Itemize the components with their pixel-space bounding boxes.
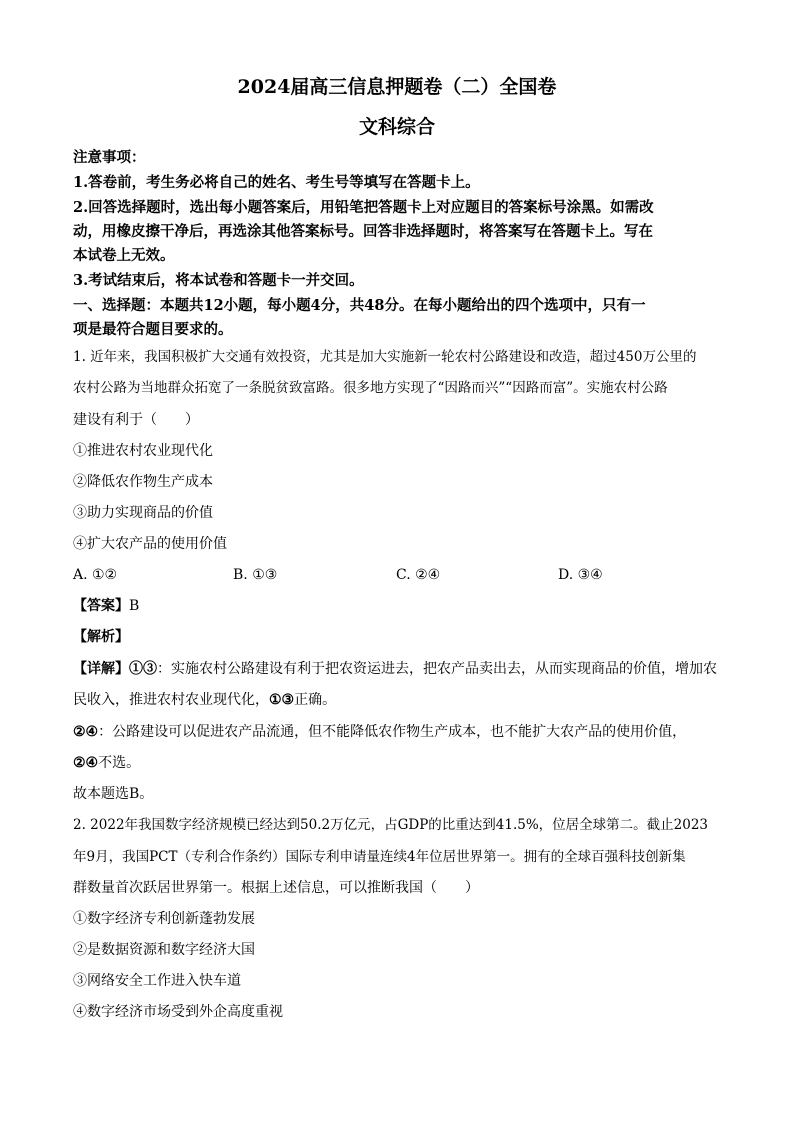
detail-tag: 【详解】	[73, 661, 129, 677]
q1-detail-line-4	[73, 753, 723, 773]
section-heading-line-1: 一、选择题：本题共12小题，每小题4分，共48分。在每小题给出的四个选项中，只有一	[73, 297, 646, 314]
q1-option-c: C. ②④	[396, 567, 441, 583]
notice-item-2-line-2: 动，用橡皮擦干净后，再选涂其他答案标号。回答非选择题时，将答案写在答题卡上。写在	[73, 223, 653, 240]
exam-subtitle: 文科综合	[358, 116, 435, 138]
section-heading-line-2: 项是最符合题目要求的。	[73, 321, 233, 338]
q1-statement-3: ③助力实现商品的价值	[73, 505, 213, 521]
answer-tag: 【答案】	[73, 598, 129, 614]
q2-statement-4: ④数字经济市场受到外企高度重视	[73, 1004, 283, 1020]
q1-option-b: B. ①③	[233, 567, 278, 583]
detail-1-text-2a: 民收入，推进农村农业现代化，	[73, 692, 269, 708]
detail-1-text-2c: 正确。	[294, 692, 337, 708]
detail-1-text: ：实施农村公路建设有利于把农资运进去，把农产品卖出去，从而实现商品的价值，增加农	[157, 661, 717, 677]
q1-option-a: A. ①②	[73, 567, 118, 583]
answer-value: B	[129, 598, 140, 614]
detail-1-head: ①③	[129, 661, 157, 677]
detail-2-head: ②④	[73, 724, 99, 740]
q1-stem-line-2: 农村公路为当地群众拓宽了一条脱贫致富路。很多地方实现了“因路而兴”“因路而富”。实施农村公路	[73, 380, 668, 396]
analysis-tag: 【解析】	[73, 629, 129, 645]
q1-stem-line-3: 建设有利于（ ）	[73, 412, 199, 428]
notice-item-3: 3.考试结束后，将本试卷和答题卡一并交回。	[73, 272, 364, 289]
notice-heading: 注意事项：	[73, 149, 146, 166]
notice-item-2-line-1: 2.回答选择题时，选出每小题答案后，用铅笔把答题卡上对应题目的答案标号涂黑。如需改	[73, 199, 654, 216]
detail-2-text-2b: 不选。	[98, 755, 141, 771]
q1-statement-2: ②降低农作物生产成本	[73, 474, 213, 490]
q1-option-d: D. ③④	[558, 567, 603, 583]
notice-item-1: 1.答卷前，考生务必将自己的姓名、考生号等填写在答题卡上。	[73, 174, 480, 191]
q1-statement-4: ④扩大农产品的使用价值	[73, 536, 227, 552]
q1-conclusion: 故本题选B。	[73, 786, 154, 802]
detail-2-text: ：公路建设可以促进农产品流通，但不能降低农作物生产成本，也不能扩大农产品的使用价值，	[98, 724, 687, 740]
q1-detail-line-3	[73, 722, 723, 742]
q1-statement-1: ①推进农村农业现代化	[73, 443, 213, 459]
q1-stem-line-1: 1. 近年来，我国积极扩大交通有效投资，尤其是加大实施新一轮农村公路建设和改造，超过450万公里的	[73, 349, 697, 365]
q2-statement-2: ②是数据资源和数字经济大国	[73, 942, 255, 958]
detail-1-text-2b: ①③	[269, 692, 295, 708]
q2-statement-1: ①数字经济专利创新蓬勃发展	[73, 911, 255, 927]
q2-statement-3: ③网络安全工作进入快车道	[73, 973, 241, 989]
q2-stem-line-1: 2. 2022年我国数字经济规模已经达到50.2万亿元，占GDP的比重达到41.5%，位居全球第二。截止2023	[73, 817, 709, 833]
notice-item-2-line-3: 本试卷上无效。	[73, 247, 175, 264]
q1-detail-line-2	[73, 690, 723, 710]
q2-stem-line-2: 年9月，我国PCT（专利合作条约）国际专利申请量连续4年位居世界第一。拥有的全球百强科技创新集	[73, 849, 686, 865]
q2-stem-line-3: 群数量首次跃居世界第一。根据上述信息，可以推断我国（ ）	[73, 880, 479, 896]
q1-analysis-tag	[73, 627, 723, 647]
q1-detail-line-1	[73, 659, 723, 679]
q1-answer	[73, 596, 723, 616]
detail-2-text-2a: ②④	[73, 755, 99, 771]
exam-title: 2024届高三信息押题卷（二）全国卷	[237, 76, 557, 98]
